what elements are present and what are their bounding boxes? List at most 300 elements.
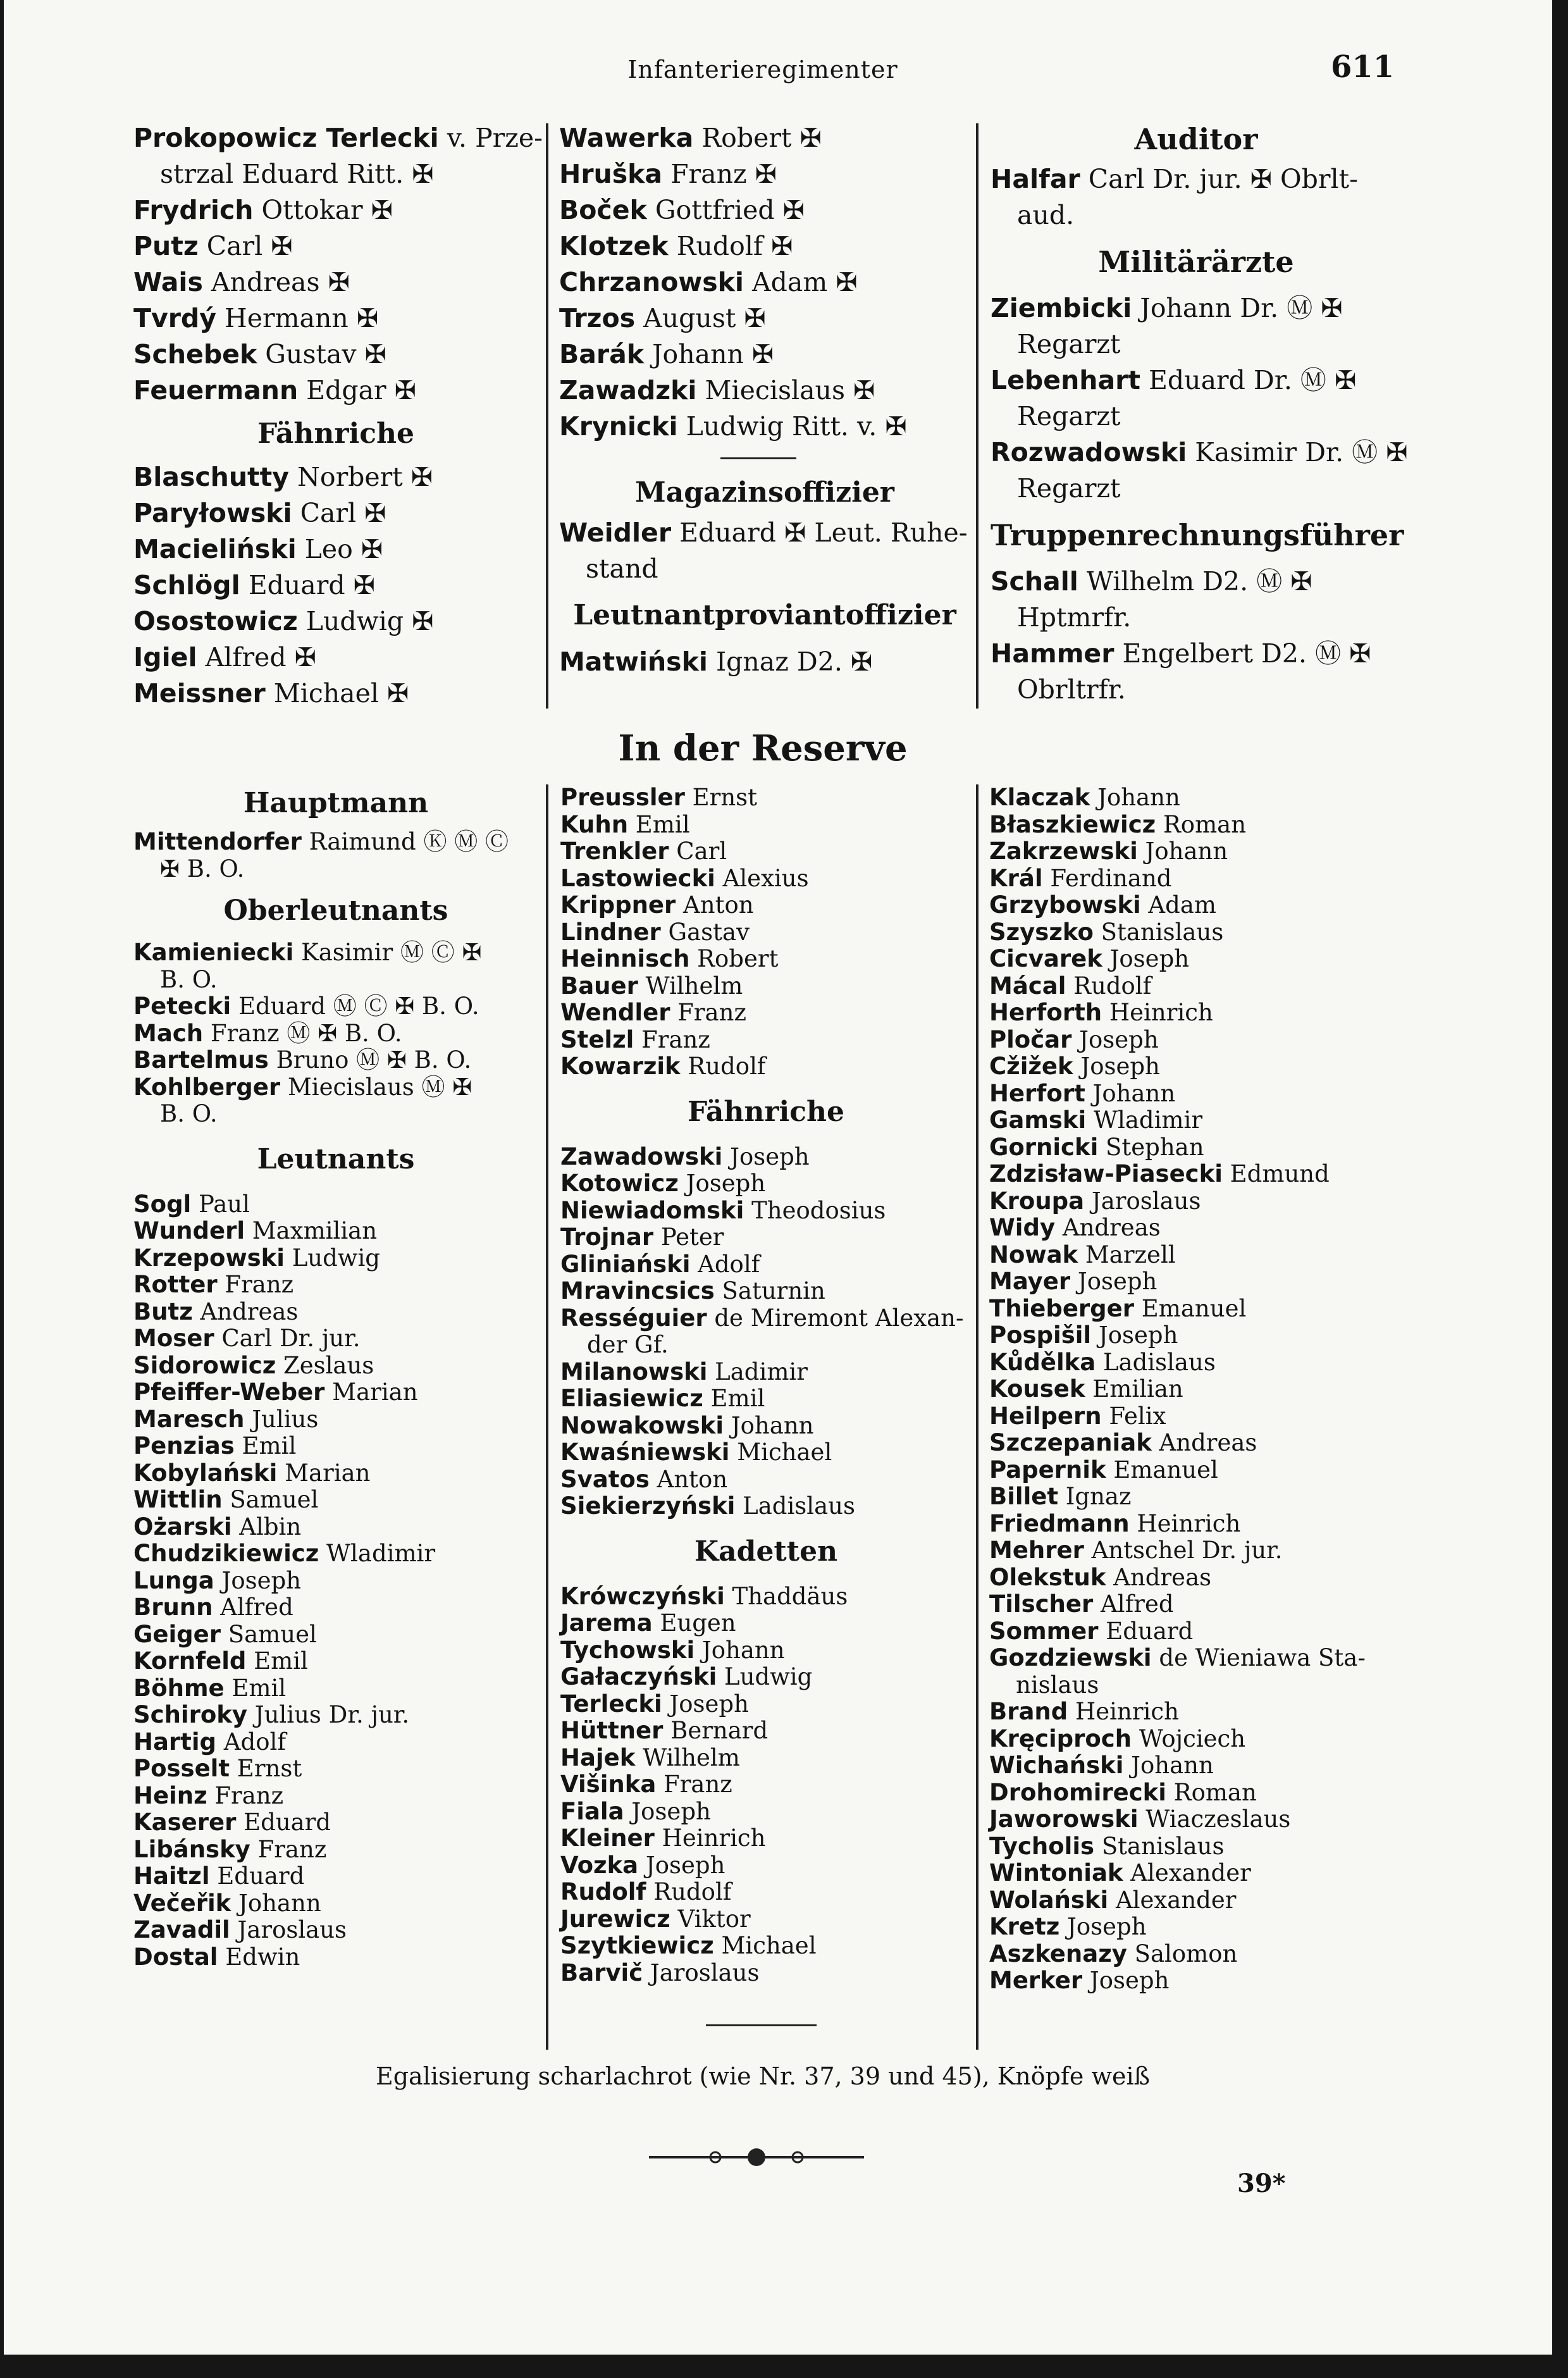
personnel-entry (560, 946, 972, 973)
entry-details: Wilhelm (638, 972, 743, 1000)
surname: Chrzanowski (559, 267, 744, 297)
personnel-entry (133, 1917, 538, 1944)
personnel-entry (559, 300, 970, 337)
personnel-entry (133, 228, 538, 264)
entry-details: Andreas (1151, 1429, 1257, 1456)
entry-continuation (991, 399, 1402, 435)
surname: Schall (991, 566, 1078, 597)
personnel-entry (133, 1568, 538, 1595)
personnel-entry (133, 1460, 538, 1487)
entry-details: Eduard ✠ Leut. Ruhe- (671, 517, 968, 548)
surname: Klotzek (559, 231, 669, 261)
surname: Král (989, 864, 1043, 892)
surname: Heinnisch (560, 945, 690, 972)
entry-details: Joseph (1070, 1268, 1157, 1295)
entry-continuation (991, 471, 1402, 507)
surname: Heinz (133, 1781, 207, 1809)
personnel-entry (989, 1914, 1400, 1941)
personnel-entry (989, 973, 1400, 1000)
surname: Tvrdý (133, 303, 216, 333)
entry-details: Franz (250, 1835, 327, 1863)
personnel-entry (133, 1702, 538, 1729)
personnel-entry (133, 1406, 538, 1434)
surname: Stelzl (560, 1025, 634, 1053)
personnel-entry (989, 1027, 1400, 1054)
surname: Lastowiecki (560, 864, 715, 892)
surname: Preussler (560, 784, 685, 811)
entry-details: Joseph (722, 1143, 810, 1170)
surname: Kůdělka (989, 1348, 1096, 1376)
entry-details: Emil (246, 1647, 308, 1675)
surname: Penzias (133, 1432, 235, 1459)
personnel-entry (989, 1000, 1400, 1027)
surname: Billet (989, 1483, 1059, 1510)
name-list (133, 120, 543, 409)
entry-details: Bruno Ⓜ ✠ B. O. (268, 1046, 472, 1074)
entry-details: Wojciech (1132, 1725, 1246, 1752)
personnel-entry (133, 993, 538, 1020)
entry-details: Jaroslaus (230, 1916, 347, 1943)
personnel-entry (133, 264, 538, 300)
surname: Krippner (560, 891, 676, 919)
surname: Igiel (133, 642, 197, 672)
entry-details: Johann ✠ (644, 339, 774, 369)
surname: Sidorowicz (133, 1351, 276, 1379)
name-list (559, 515, 970, 587)
personnel-entry (560, 1852, 972, 1879)
surname: Svatos (560, 1465, 650, 1493)
entry-details: Carl ✠ (292, 498, 386, 528)
entry-details: Felix (1101, 1402, 1166, 1430)
personnel-entry (559, 120, 970, 156)
surname: Wendler (560, 999, 670, 1026)
surname: Kretz (989, 1913, 1060, 1940)
surname: Szytkiewicz (560, 1932, 714, 1959)
surname: Feuermann (133, 375, 299, 406)
surname: Weidler (559, 517, 672, 548)
personnel-entry (133, 1272, 538, 1299)
entry-details: Johann (1085, 1079, 1176, 1107)
section-heading: Auditor (1134, 122, 1258, 156)
entry-details: Gastav (660, 918, 750, 946)
surname: Wintoniak (989, 1859, 1123, 1886)
surname: Tychowski (560, 1636, 695, 1664)
entry-details: Wilhelm (635, 1743, 740, 1771)
surname: Libánsky (133, 1835, 250, 1863)
personnel-entry (560, 1027, 972, 1054)
personnel-entry (560, 812, 972, 839)
surname: Putz (133, 231, 199, 261)
personnel-entry (560, 1799, 972, 1826)
column-divider (546, 784, 548, 2050)
entry-details: Engelbert D2. Ⓜ ✠ (1114, 638, 1371, 669)
entry-details: Johann (1090, 784, 1180, 811)
column-divider (976, 784, 978, 2050)
personnel-entry (133, 192, 538, 228)
personnel-entry (559, 228, 970, 264)
personnel-entry (133, 1890, 538, 1917)
personnel-entry (559, 192, 970, 228)
surname: Kohlberger (133, 1073, 281, 1101)
personnel-entry (989, 1483, 1400, 1511)
entry-details: Stanislaus (1094, 1832, 1225, 1860)
personnel-entry (560, 1718, 972, 1745)
personnel-entry (133, 495, 538, 531)
entry-details: Carl ✠ (198, 231, 293, 261)
personnel-entry (559, 337, 970, 373)
personnel-entry (560, 1251, 972, 1279)
personnel-entry (133, 1218, 538, 1245)
entry-details: Adolf (690, 1250, 760, 1278)
surname: Olekstuk (989, 1563, 1106, 1591)
surname: Schlögl (133, 570, 240, 600)
surname: Eliasiewicz (560, 1385, 703, 1412)
entry-details: Michael (713, 1932, 817, 1959)
personnel-entry (133, 1299, 538, 1326)
personnel-entry (559, 409, 970, 445)
entry-details: strzal Eduard Ritt. ✠ (160, 159, 434, 189)
entry-details: Kasimir Ⓜ Ⓒ ✠ (293, 939, 482, 966)
surname: Vozka (560, 1851, 639, 1879)
personnel-entry (991, 564, 1402, 600)
surname: Halfar (991, 164, 1080, 194)
name-list (133, 1191, 538, 1971)
personnel-entry (991, 636, 1402, 672)
entry-details: Heinrich (654, 1824, 766, 1852)
entry-details: Emil (224, 1674, 287, 1702)
running-header: Infanterieregimenter (627, 56, 898, 84)
entry-details: Edwin (218, 1943, 300, 1971)
entry-details: Marzell (1078, 1241, 1176, 1268)
surname: Szczepaniak (989, 1429, 1152, 1456)
surname: Trzos (559, 303, 636, 333)
personnel-entry (133, 1020, 538, 1048)
personnel-entry (989, 838, 1400, 865)
surname: Szyszko (989, 918, 1094, 946)
personnel-entry (989, 1296, 1400, 1323)
entry-details: Joseph (1091, 1322, 1178, 1349)
entry-details: Marian (277, 1459, 371, 1487)
entry-details: Eduard ✠ (240, 570, 375, 600)
surname: Herfort (989, 1079, 1085, 1107)
name-list (991, 161, 1402, 233)
surname: Merker (989, 1967, 1083, 1994)
surname: Blaschutty (133, 462, 289, 492)
name-list (559, 644, 970, 680)
surname: Böhme (133, 1674, 225, 1702)
entry-details: Viktor (670, 1905, 751, 1933)
personnel-entry (989, 1887, 1400, 1914)
reserve-column-3 (989, 784, 1400, 1995)
surname: Błaszkiewicz (989, 810, 1156, 838)
entry-details: Joseph (1102, 945, 1190, 972)
personnel-entry (560, 1224, 972, 1251)
surname: Wichański (989, 1752, 1124, 1779)
surname: Krówczyński (560, 1582, 725, 1610)
personnel-entry (989, 1403, 1400, 1430)
surname: Heilpern (989, 1402, 1102, 1430)
entry-details: Albin (231, 1513, 302, 1540)
entry-details: Anton (676, 891, 754, 919)
personnel-entry (133, 1729, 538, 1756)
section-heading: Militärärzte (1098, 245, 1294, 279)
personnel-entry (560, 1960, 972, 1987)
personnel-entry (133, 1353, 538, 1380)
surname: Maresch (133, 1405, 245, 1433)
name-list (559, 120, 970, 445)
entry-details: nislaus (1016, 1671, 1099, 1699)
surname: Geiger (133, 1620, 221, 1648)
entry-details: Samuel (220, 1620, 317, 1648)
entry-details: Andreas ✠ (202, 267, 350, 297)
surname: Nowak (989, 1241, 1078, 1268)
entry-continuation (991, 326, 1402, 362)
personnel-entry (989, 892, 1400, 919)
entry-details: Ignaz D2. ✠ (707, 647, 873, 677)
personnel-entry (133, 640, 538, 676)
personnel-entry (989, 1967, 1400, 1995)
entry-details: Miecislaus ✠ (696, 375, 875, 406)
section-heading: Leutnants (257, 1143, 415, 1175)
entry-details: Ladimir (707, 1358, 808, 1385)
personnel-entry (560, 1906, 972, 1933)
surname: Prokopowicz Terlecki (133, 123, 439, 153)
section-heading: Truppenrechnungsführer (991, 518, 1404, 552)
page (4, 0, 1552, 2355)
personnel-entry (989, 1430, 1400, 1457)
personnel-entry (991, 290, 1402, 326)
personnel-entry (989, 1833, 1400, 1861)
entry-details: Wilhelm D2. Ⓜ ✠ (1078, 566, 1312, 597)
personnel-entry (133, 1433, 538, 1460)
surname: Rudolf (560, 1878, 646, 1905)
surname: Kornfeld (133, 1647, 247, 1675)
entry-details: Salomon (1127, 1940, 1238, 1967)
surname: Posselt (133, 1755, 230, 1782)
personnel-entry (989, 1215, 1400, 1242)
personnel-entry (989, 1699, 1400, 1726)
section-heading: Fähnriche (688, 1095, 844, 1128)
personnel-entry (989, 1726, 1400, 1753)
entry-details: Gustav ✠ (257, 339, 386, 369)
personnel-entry (560, 1305, 972, 1332)
surname: Dostal (133, 1943, 218, 1971)
entry-details: Edgar ✠ (298, 375, 417, 406)
personnel-entry (989, 1268, 1400, 1296)
entry-details: Ludwig Ritt. v. ✠ (677, 411, 907, 442)
personnel-entry (133, 373, 538, 409)
surname: Pločar (989, 1025, 1072, 1053)
personnel-entry (133, 567, 538, 604)
surname: Paryłowski (133, 498, 292, 528)
surname: Rozwadowski (991, 437, 1187, 468)
surname: Meissner (133, 678, 266, 709)
surname: Kwaśniewski (560, 1439, 730, 1466)
personnel-entry (989, 1780, 1400, 1807)
entry-details: Raimund Ⓚ Ⓜ Ⓒ (301, 828, 509, 855)
surname: Frydrich (133, 195, 254, 225)
personnel-entry (989, 1053, 1400, 1081)
surname: Grzybowski (989, 891, 1141, 919)
personnel-entry (133, 676, 538, 712)
entry-details: der Gf. (587, 1331, 669, 1358)
surname: Večeřik (133, 1889, 231, 1917)
surname: Petecki (133, 993, 231, 1020)
personnel-entry (989, 1860, 1400, 1887)
entry-details: Jaroslaus (1084, 1187, 1201, 1215)
surname: Sommer (989, 1617, 1099, 1645)
entry-details: Franz (217, 1271, 294, 1298)
surname: Gamski (989, 1106, 1087, 1134)
entry-details: Stephan (1098, 1133, 1204, 1161)
personnel-entry (989, 1564, 1400, 1592)
name-list (560, 1144, 972, 1520)
personnel-entry (133, 1836, 538, 1864)
personnel-entry (559, 156, 970, 192)
personnel-entry (133, 1487, 538, 1514)
entry-details: Leo ✠ (296, 534, 383, 564)
entry-details: Wladimir (319, 1540, 436, 1567)
surname: Gornicki (989, 1133, 1099, 1161)
entry-details: Regarzt (1017, 473, 1121, 504)
personnel-entry (560, 1385, 972, 1413)
personnel-entry (133, 1379, 538, 1406)
surname: Butz (133, 1297, 193, 1325)
entry-details: Ernst (230, 1755, 302, 1782)
entry-details: Michael ✠ (265, 678, 409, 709)
personnel-entry (560, 865, 972, 893)
surname: Nowakowski (560, 1411, 724, 1439)
entry-details: Ludwig (717, 1663, 813, 1690)
entry-details: Alexius (715, 864, 809, 892)
surname: Herforth (989, 999, 1102, 1026)
surname: Zawadzki (559, 375, 697, 406)
surname: Trojnar (560, 1223, 654, 1251)
surname: Sogl (133, 1190, 192, 1218)
surname: Schiroky (133, 1701, 247, 1728)
personnel-entry (133, 531, 538, 567)
entry-details: Julius Dr. jur. (247, 1701, 410, 1728)
personnel-entry (133, 1783, 538, 1810)
surname: Rességuier (560, 1304, 707, 1332)
personnel-entry (133, 1514, 538, 1541)
surname: Wawerka (559, 123, 694, 153)
personnel-entry (133, 337, 538, 373)
surname: Mravincsics (560, 1277, 715, 1304)
personnel-entry (559, 515, 970, 551)
personnel-entry (560, 1583, 972, 1611)
personnel-entry (989, 1806, 1400, 1833)
entry-details: Thaddäus (724, 1582, 848, 1610)
personnel-entry (989, 1134, 1400, 1161)
top-column-3 (991, 117, 1408, 708)
surname: Hüttner (560, 1717, 664, 1744)
personnel-entry (560, 1879, 972, 1906)
surname: Višinka (560, 1771, 657, 1798)
entry-details: Carl Dr. jur. (214, 1325, 361, 1352)
egalisierung-note: Egalisierung scharlachrot (wie Nr. 37, 39 und 45), Knöpfe weiß (375, 2062, 1151, 2090)
entry-details: Eduard (236, 1809, 331, 1836)
personnel-entry (989, 812, 1400, 839)
section-heading: Leutnantproviantoffizier (573, 599, 956, 631)
column-divider (546, 123, 548, 709)
surname: Brunn (133, 1594, 213, 1621)
entry-details: Ladislaus (1096, 1348, 1216, 1376)
personnel-entry (560, 892, 972, 919)
surname: Friedmann (989, 1509, 1130, 1537)
entry-details: Peter (653, 1223, 724, 1251)
surname: Schebek (133, 339, 257, 369)
personnel-entry (133, 1594, 538, 1621)
entry-continuation (133, 856, 538, 883)
entry-continuation (133, 1101, 538, 1128)
entry-details: Roman (1166, 1778, 1257, 1806)
entry-details: Wladimir (1086, 1106, 1203, 1134)
surname: Kroupa (989, 1187, 1085, 1215)
entry-details: Hermann ✠ (216, 303, 379, 333)
entry-details: Joseph (214, 1566, 301, 1594)
entry-details: Andreas (192, 1297, 299, 1325)
entry-details: Eduard Dr. Ⓜ ✠ (1140, 365, 1357, 395)
entry-details: B. O. (160, 1100, 218, 1127)
surname: Bauer (560, 972, 638, 1000)
entry-details: Eduard (1098, 1617, 1194, 1645)
ornament (649, 2141, 864, 2173)
entry-details: Anton (649, 1465, 728, 1493)
personnel-entry (560, 1691, 972, 1718)
name-list (133, 939, 538, 1128)
entry-details: Joseph (1073, 1053, 1160, 1080)
entry-details: aud. (1017, 200, 1075, 230)
surname: Hruška (559, 159, 663, 189)
surname: Kowarzik (560, 1053, 681, 1080)
entry-details: Franz (634, 1025, 710, 1053)
entry-details: Eduard (209, 1862, 305, 1890)
surname: Hammer (991, 638, 1114, 669)
surname: Brand (989, 1698, 1068, 1725)
entry-details: Wiaczeslaus (1138, 1805, 1291, 1833)
entry-details: Johann (724, 1411, 814, 1439)
surname: Zavadil (133, 1916, 230, 1943)
surname: Kuhn (560, 810, 629, 838)
personnel-entry (989, 1941, 1400, 1968)
surname: Kobylański (133, 1459, 278, 1487)
section-heading: Magazinsoffizier (634, 476, 894, 509)
personnel-entry (133, 120, 543, 156)
column-divider (976, 123, 978, 709)
surname: Boček (559, 195, 647, 225)
personnel-entry (560, 784, 972, 812)
entry-details: Alfred (213, 1594, 293, 1621)
personnel-entry (560, 1610, 972, 1637)
surname: Mehrer (989, 1537, 1084, 1564)
entry-details: Franz (207, 1781, 284, 1809)
personnel-entry (133, 1863, 538, 1890)
surname: Siekierzyński (560, 1492, 736, 1520)
surname: Osostowicz (133, 606, 298, 636)
surname: Gozdziewski (989, 1644, 1152, 1671)
entry-details: Regarzt (1017, 329, 1121, 359)
entry-details: Heinrich (1129, 1509, 1241, 1537)
surname: Krzepowski (133, 1244, 285, 1272)
personnel-entry (559, 264, 970, 300)
personnel-entry (560, 1825, 972, 1852)
personnel-entry (989, 1591, 1400, 1618)
entry-details: Robert (689, 945, 779, 972)
entry-details: Ludwig (284, 1244, 380, 1272)
section-heading: Kadetten (694, 1535, 838, 1568)
reserve-heading: In der Reserve (618, 728, 908, 769)
